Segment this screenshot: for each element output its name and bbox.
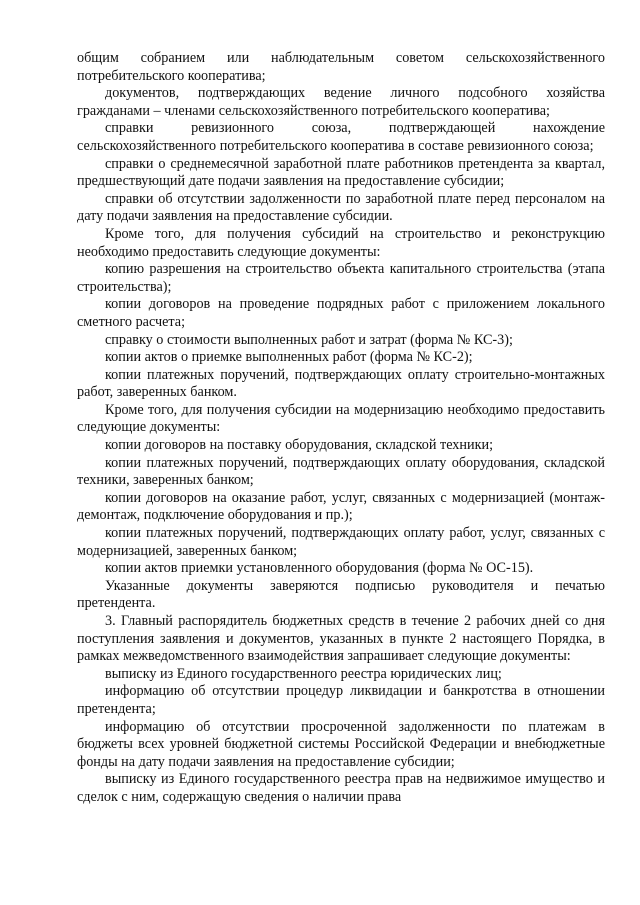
paragraph-3: справки ревизионного союза, подтверждающей нахождение сельскохозяйственного потребительского кооператива в составе ревизионного союза;	[77, 120, 605, 154]
paragraph-7: копию разрешения на строительство объекта капитального строительства (этапа строительства);	[77, 261, 605, 295]
paragraph-10: копии актов о приемке выполненных работ (форма № КС-2);	[105, 349, 473, 366]
paragraph-13: копии договоров на поставку оборудования, складской техники;	[105, 437, 494, 454]
paragraph-1: общим собранием или наблюдательным советом сельскохозяйственного потребительского кооператива;	[77, 50, 605, 84]
paragraph-4: справки о среднемесячной заработной плате работников претендента за квартал, предшествующий дате подачи заявления на предоставление субсидии;	[77, 155, 605, 190]
paragraph-22: информацию об отсутствии просроченной задолженности по платежам в бюджеты всех уровней бюджетной системы Российской Федерации и внебюджетные фонды на дату подачи заявления на предоставление субсидии;	[77, 718, 605, 770]
paragraph-8: копии договоров на проведение подрядных работ с приложением локального сметного расчета;	[77, 296, 605, 330]
paragraph-9: справку о стоимости выполненных работ и затрат (форма № КС-3);	[105, 331, 513, 348]
paragraph-19: 3. Главный распорядитель бюджетных средств в течение 2 рабочих дней со дня поступления заявления и документов, указанных в пункте 2 настоящего Порядка, в рамках межведомственного взаимодействия запрашивает следующие документы:	[77, 613, 605, 665]
paragraph-12: Кроме того, для получения субсидии на модернизацию необходимо предоставить следующие документы:	[77, 401, 605, 436]
paragraph-17: копии актов приемки установленного оборудования (форма № ОС-15).	[105, 560, 534, 577]
paragraph-21: информацию об отсутствии процедур ликвидации и банкротства в отношении претендента;	[77, 683, 605, 717]
paragraph-14: копии платежных поручений, подтверждающих оплату оборудования, складской техники, заверенных банком;	[77, 454, 605, 489]
paragraph-15: копии договоров на оказание работ, услуг, связанных с модернизацией (монтаж-демонтаж, подключение оборудования и пр.);	[77, 489, 605, 524]
paragraph-20: выписку из Единого государственного реестра юридических лиц;	[105, 665, 502, 682]
document-page	[77, 50, 605, 807]
paragraph-23: выписку из Единого государственного реестра прав на недвижимое имущество и сделок с ним, содержащую сведения о наличии права	[77, 771, 605, 805]
paragraph-11: копии платежных поручений, подтверждающих оплату строительно-монтажных работ, заверенных банком.	[77, 366, 605, 401]
paragraph-6: Кроме того, для получения субсидий на строительство и реконструкцию необходимо предоставить следующие документы:	[77, 225, 605, 260]
paragraph-18: Указанные документы заверяются подписью руководителя и печатью претендента.	[77, 577, 605, 612]
paragraph-5: справки об отсутствии задолженности по заработной плате перед персоналом на дату подачи заявления на предоставление субсидии.	[77, 190, 605, 225]
paragraph-16: копии платежных поручений, подтверждающих оплату работ, услуг, связанных с модернизацией, заверенных банком;	[77, 525, 605, 559]
paragraph-2: документов, подтверждающих ведение личного подсобного хозяйства гражданами – членами сельскохозяйственного потребительского кооператива;	[77, 85, 605, 119]
